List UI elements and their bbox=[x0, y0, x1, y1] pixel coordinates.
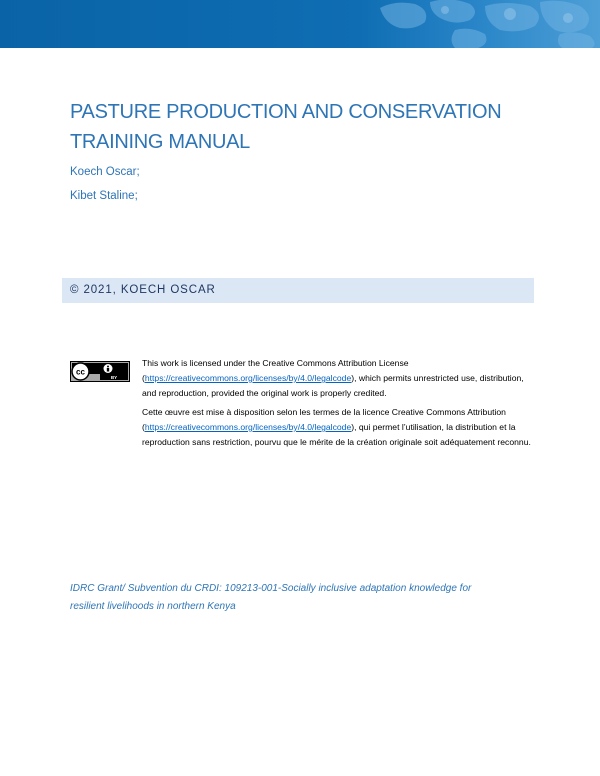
document-title bbox=[70, 97, 540, 157]
grant-statement bbox=[70, 580, 530, 616]
header-banner bbox=[0, 0, 600, 48]
license-statement bbox=[142, 356, 537, 450]
grant-line-1: IDRC Grant/ Subvention du CRDI: 109213-001-Socially inclusive adaptation knowledge for bbox=[70, 583, 472, 594]
license-english: This work is licensed under the Creative Commons Attribution License (https://creativecommons.org/licenses/by/4.0/legalcode), which permits unrestricted use, distribution, and reproduction, provided the original work is properly credited. bbox=[142, 358, 524, 398]
license-link-fr[interactable]: https://creativecommons.org/licenses/by/4.0/legalcode bbox=[144, 422, 352, 432]
title-line-1: PASTURE PRODUCTION AND CONSERVATION bbox=[70, 101, 502, 123]
title-line-2: TRAINING MANUAL bbox=[70, 131, 250, 153]
grant-line-2: resilient livelihoods in northern Kenya bbox=[70, 601, 236, 612]
cc-text: cc bbox=[76, 367, 85, 377]
license-french: Cette œuvre est mise à disposition selon les termes de la licence Creative Commons Attribution (https://creativecommons.org/licenses/by/4.0/legalcode), qui permet l’utilisation, la distribution et la reproduction sans restriction, pourvu que le mérite de la création originale soit adéquatement reconnu. bbox=[142, 407, 531, 447]
copyright-text: © 2021, KOECH OSCAR bbox=[70, 284, 216, 296]
author-name: Kibet Staline; bbox=[70, 190, 138, 202]
author-name: Koech Oscar; bbox=[70, 166, 140, 178]
cc-by-license-icon bbox=[70, 361, 130, 382]
license-link-en[interactable]: https://creativecommons.org/licenses/by/4.0/legalcode bbox=[144, 373, 352, 383]
by-text: BY bbox=[110, 375, 118, 380]
world-map-graphic bbox=[0, 0, 600, 48]
copyright-banner bbox=[62, 278, 534, 303]
